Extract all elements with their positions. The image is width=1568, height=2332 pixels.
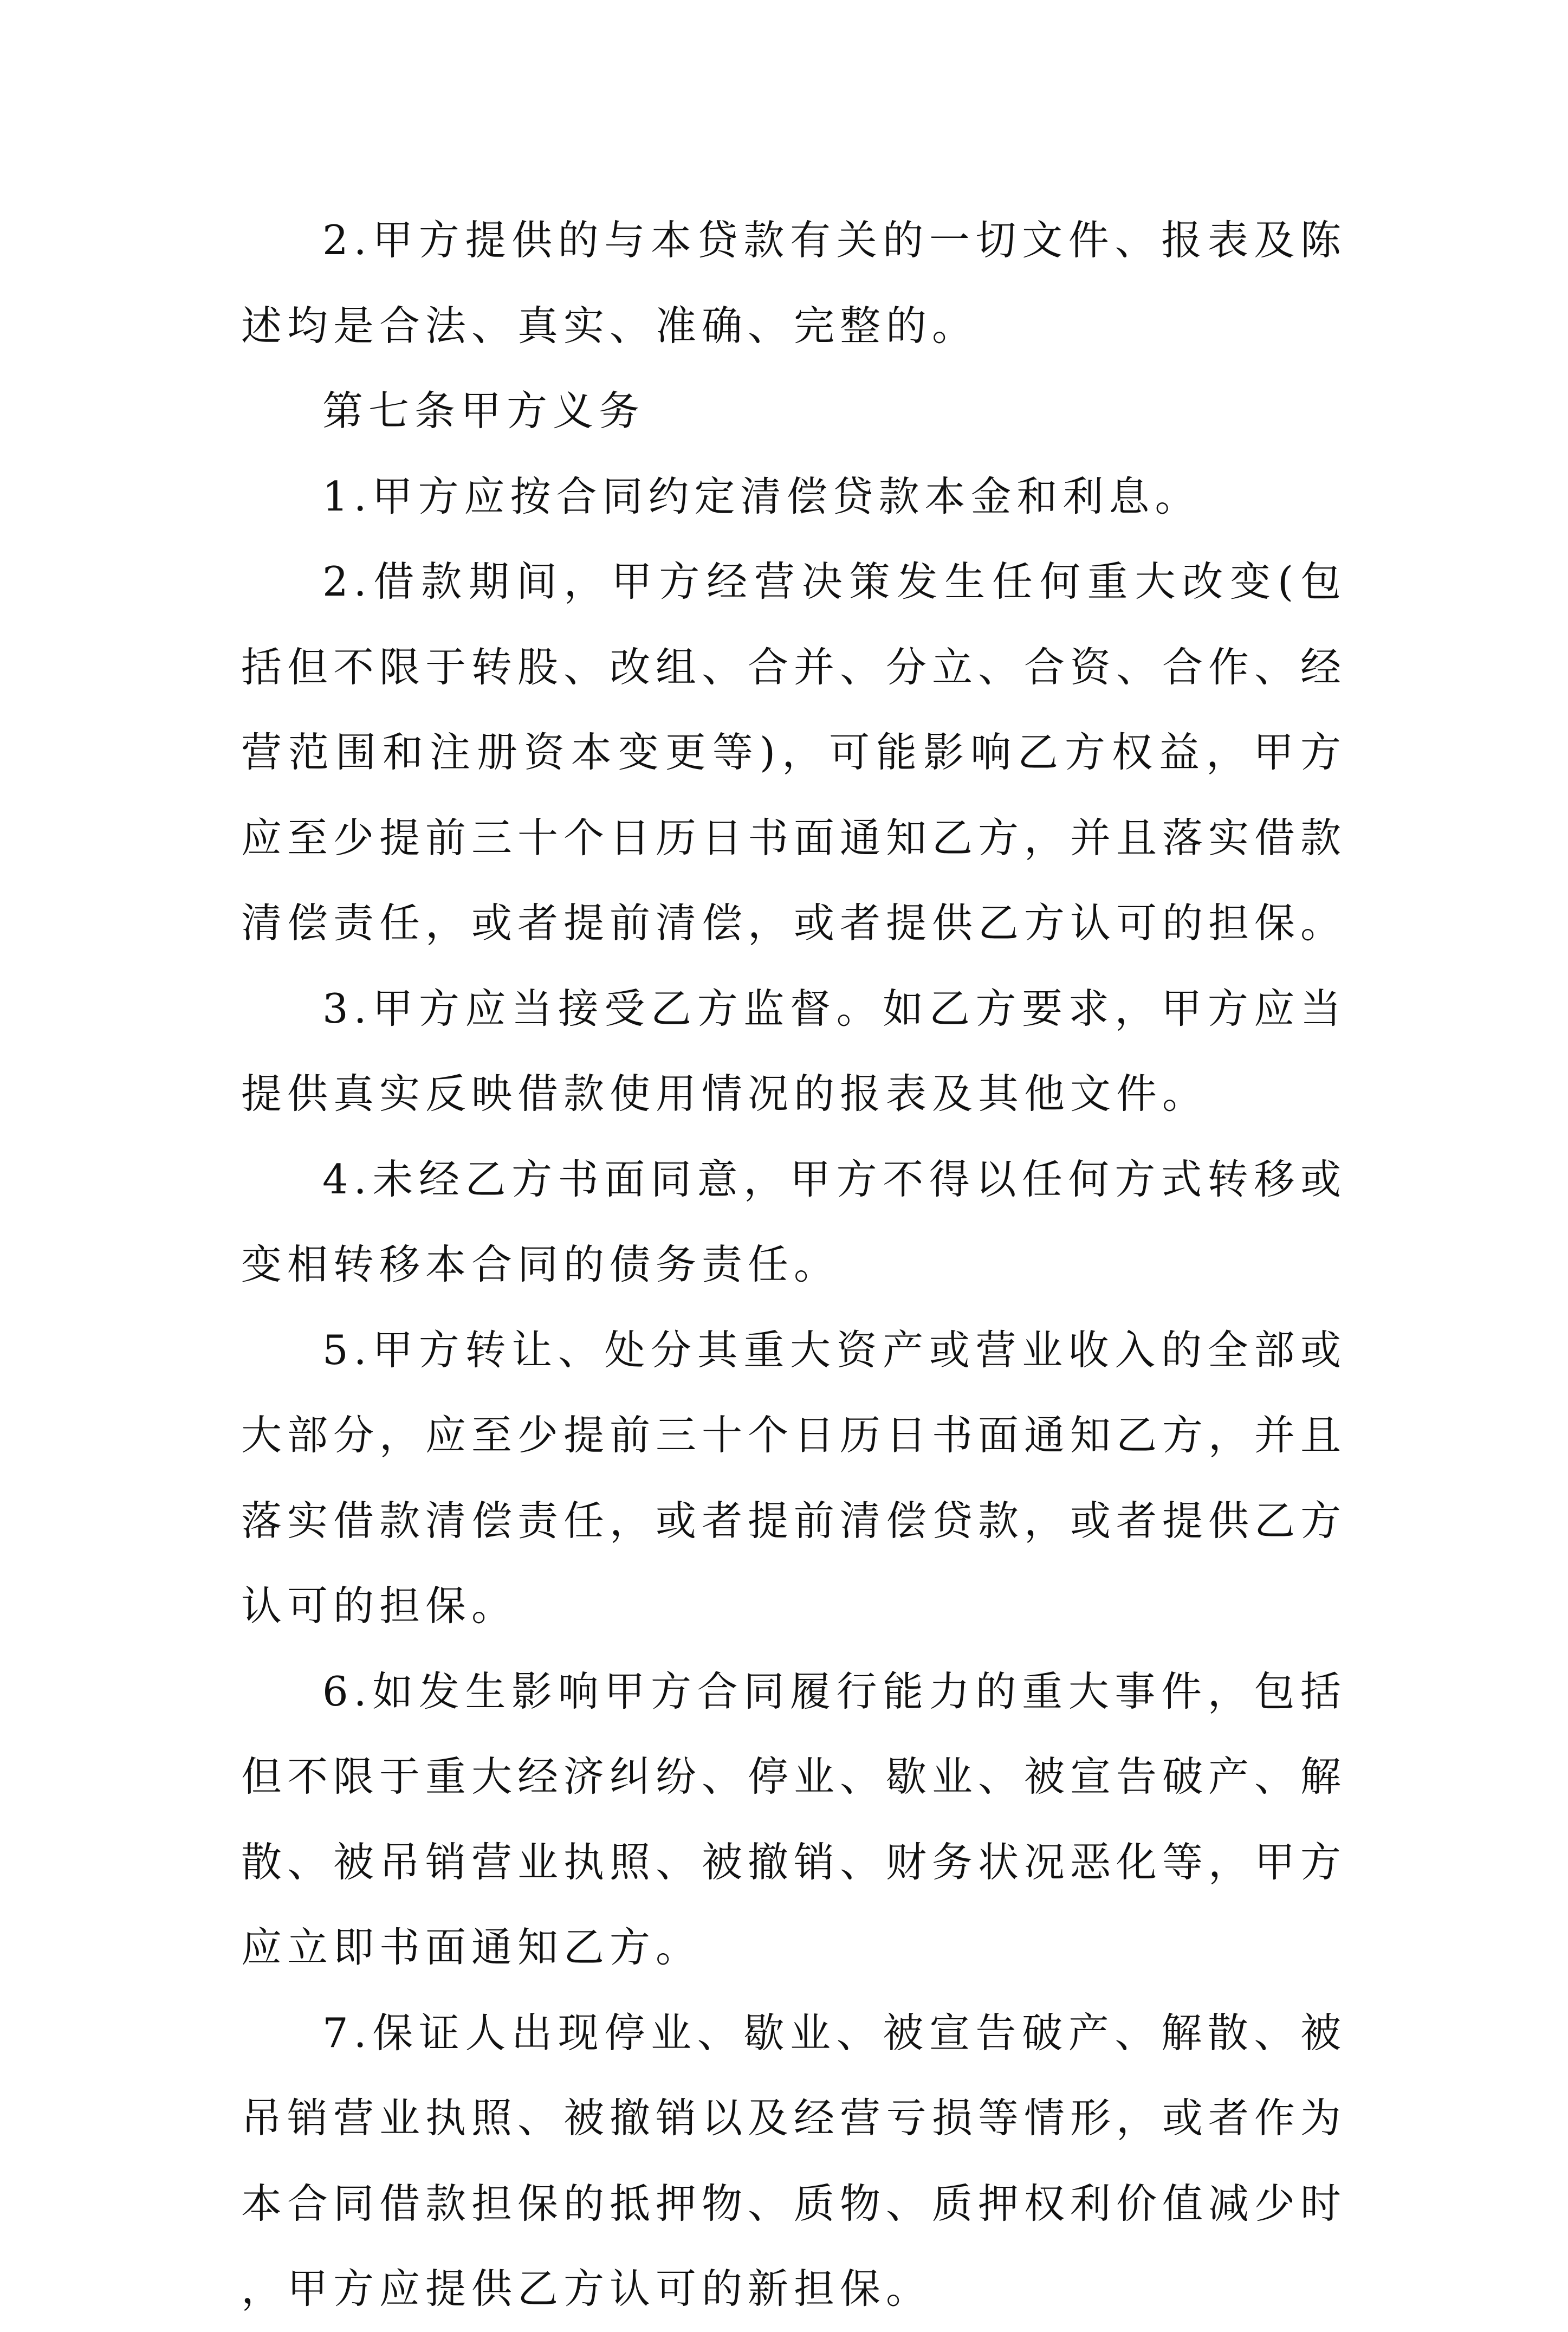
paragraph-item7: 7.保证人出现停业、歇业、被宣告破产、解散、被吊销营业执照、被撤销以及经营亏损等情形，或者作为本合同借款担保的抵押物、质物、质押权利价值减少时，甲方应提供乙方认可的新担保。 (241, 2008, 1347, 2312)
paragraph-item4: 4.未经乙方书面同意，甲方不得以任何方式转移或变相转移本合同的债务责任。 (241, 1155, 1346, 1288)
paragraph-item5: 5.甲方转让、处分其重大资产或营业收入的全部或大部分，应至少提前三十个日历日书面通知乙方，并且落实借款清偿责任，或者提前清偿贷款，或者提供乙方认可的担保。 (241, 1326, 1347, 1630)
paragraph-item1: 1.甲方应按合同约定清偿贷款本金和利息。 (322, 472, 1201, 520)
document-body (241, 198, 1346, 2332)
article-heading: 第七条甲方义务 (322, 387, 645, 435)
paragraph-item2: 2.借款期间，甲方经营决策发生任何重大改变(包括但不限于转股、改组、合并、分立、合资、合作、经营范围和注册资本变更等)，可能影响乙方权益，甲方应至少提前三十个日历日书面通知乙方，并且落实借款清偿责任，或者提前清偿，或者提供乙方认可的担保。 (241, 558, 1347, 947)
paragraph-item3: 3.甲方应当接受乙方监督。如乙方要求，甲方应当提供真实反映借款使用情况的报表及其他文件。 (241, 984, 1346, 1117)
paragraph-item6: 6.如发生影响甲方合同履行能力的重大事件，包括但不限于重大经济纠纷、停业、歇业、被宣告破产、解散、被吊销营业执照、被撤销、财务状况恶化等，甲方应立即书面通知乙方。 (241, 1667, 1347, 1971)
paragraph-article6-item2: 2.甲方提供的与本贷款有关的一切文件、报表及陈述均是合法、真实、准确、完整的。 (241, 216, 1346, 350)
